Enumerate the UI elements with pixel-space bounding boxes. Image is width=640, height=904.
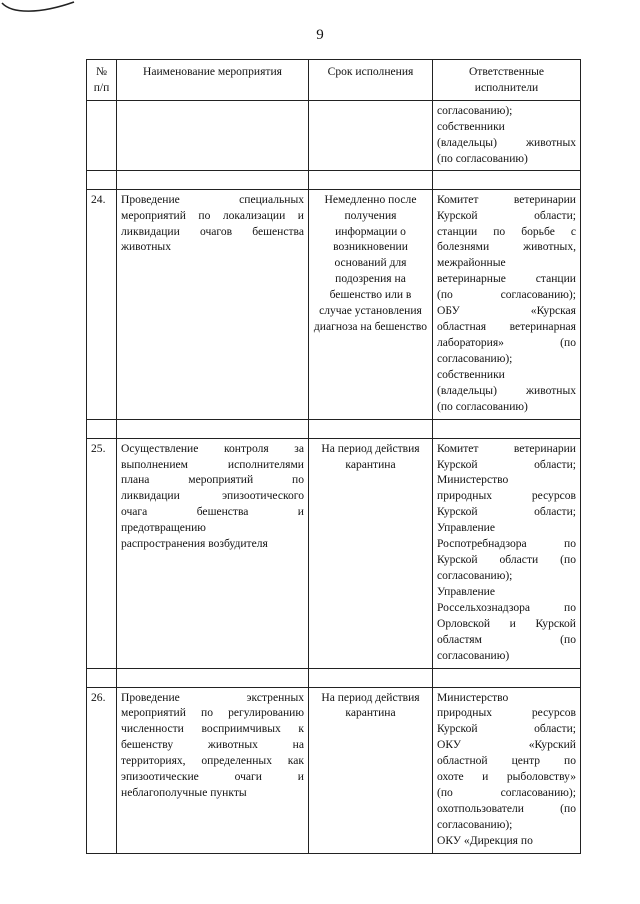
cell-name: [117, 438, 309, 668]
cell-line: согласованию): [437, 648, 510, 662]
cell-line: Орловской и Курской: [437, 616, 576, 630]
cell-resp: [433, 438, 581, 668]
activities-table: [86, 59, 581, 854]
cell-line: животных: [121, 240, 171, 254]
cell-line: выполнением исполнителями: [121, 457, 304, 471]
cell-line: природных ресурсов: [437, 706, 576, 720]
cell-term: На период действия карантина: [309, 687, 433, 853]
cell-line: численности восприимчивых к: [121, 722, 304, 736]
cell-line: мероприятий по регулированию: [121, 706, 304, 720]
cell-line: (владельцы) животных: [437, 383, 576, 397]
cell-line: эпизоотические очаги и: [121, 770, 304, 784]
cell-line: неблагополучные пункты: [121, 786, 247, 800]
cell-line: ветеринарные станции: [437, 272, 576, 286]
cell-line: Россельхознадзора по: [437, 600, 576, 614]
cell-line: территориях, определенных как: [121, 754, 304, 768]
table-row-spacer: [87, 668, 581, 687]
cell-line: (по согласованию);: [437, 288, 576, 302]
cell-resp: [433, 687, 581, 853]
cell-resp: [433, 189, 581, 419]
cell-line: согласованию);: [437, 817, 513, 831]
cell-line: (по согласованию): [437, 399, 528, 413]
cell-line: ОБУ «Курская: [437, 304, 576, 318]
table-row-continuation: [87, 101, 581, 171]
cell-line: плана мероприятий по: [121, 473, 304, 487]
cell-line: областная ветеринарная: [437, 320, 576, 334]
cell-line: Комитет ветеринарии: [437, 192, 576, 206]
cell-line: очага бешенства и: [121, 505, 304, 519]
header-num: № п/п: [87, 60, 117, 101]
cell-line: лаборатория» (по: [437, 335, 576, 349]
corner-pen-mark: [0, 0, 90, 30]
header-term: Срок исполнения: [309, 60, 433, 101]
table-row: [87, 189, 581, 419]
cell-line: (по согласованию): [437, 151, 528, 165]
cell-line: Министерство: [437, 690, 509, 704]
table-row: [87, 438, 581, 668]
table-header-row: [87, 60, 581, 101]
table-row-spacer: [87, 170, 581, 189]
table-row: [87, 687, 581, 853]
cell-line: Курской области (по: [437, 553, 576, 567]
cell-line: Комитет ветеринарии: [437, 441, 576, 455]
cell-line: Проведение экстренных: [121, 690, 304, 704]
cell-line: Курской области;: [437, 457, 576, 471]
cell-line: станции по борьбе с: [437, 224, 576, 238]
cell-line: предотвращению: [121, 521, 206, 535]
cell-line: болезнями животных,: [437, 240, 576, 254]
cell-term: На период действия карантина: [309, 438, 433, 668]
cell-term: Немедленно после получения информации о возникновении оснований для подозрения на бешенство или в случае установления диагноза на бешенство: [309, 189, 433, 419]
cell-num: 26.: [87, 687, 117, 853]
cell-line: согласованию);: [437, 351, 513, 365]
cell-line: ликвидации очагов бешенства: [121, 224, 304, 238]
cell-line: Осуществление контроля за: [121, 441, 304, 455]
cell-line: Роспотребнадзора по: [437, 537, 576, 551]
cell-line: природных ресурсов: [437, 489, 576, 503]
cell-num: 24.: [87, 189, 117, 419]
cell-line: Курской области;: [437, 505, 576, 519]
cell-line: распространения возбудителя: [121, 537, 268, 551]
cell-line: областной центр по: [437, 754, 576, 768]
cell-line: бешенству животных на: [121, 738, 304, 752]
cell-line: Курской области;: [437, 208, 576, 222]
cell-line: Проведение специальных: [121, 192, 304, 206]
cell-line: Управление: [437, 584, 495, 598]
cell-line: Курской области;: [437, 722, 576, 736]
cell-line: ОКУ «Дирекция по: [437, 833, 533, 847]
cell-line: согласованию);: [437, 568, 513, 582]
cell-name: [117, 687, 309, 853]
cell-line: охоте и рыболовству»: [437, 770, 576, 784]
table-row-spacer: [87, 419, 581, 438]
cell-line: мероприятий по локализации и: [121, 208, 304, 222]
cell-line: ликвидации эпизоотического: [121, 489, 304, 503]
cell-line: собственники: [437, 119, 505, 133]
cell-line: Управление: [437, 521, 495, 535]
cell-resp-continuation: [433, 101, 581, 171]
header-name: Наименование мероприятия: [117, 60, 309, 101]
cell-line: собственники: [437, 367, 505, 381]
cell-line: согласованию);: [437, 104, 513, 117]
cell-line: (владельцы) животных: [437, 135, 576, 149]
cell-name: [117, 189, 309, 419]
cell-line: межрайонные: [437, 256, 506, 270]
cell-line: (по согласованию);: [437, 786, 576, 800]
cell-num: 25.: [87, 438, 117, 668]
cell-line: областям (по: [437, 632, 576, 646]
cell-line: ОКУ «Курский: [437, 738, 576, 752]
header-resp: Ответственные исполнители: [433, 60, 581, 101]
page-number: 9: [316, 27, 324, 43]
cell-line: Министерство: [437, 473, 509, 487]
cell-line: охотпользователи (по: [437, 801, 576, 815]
